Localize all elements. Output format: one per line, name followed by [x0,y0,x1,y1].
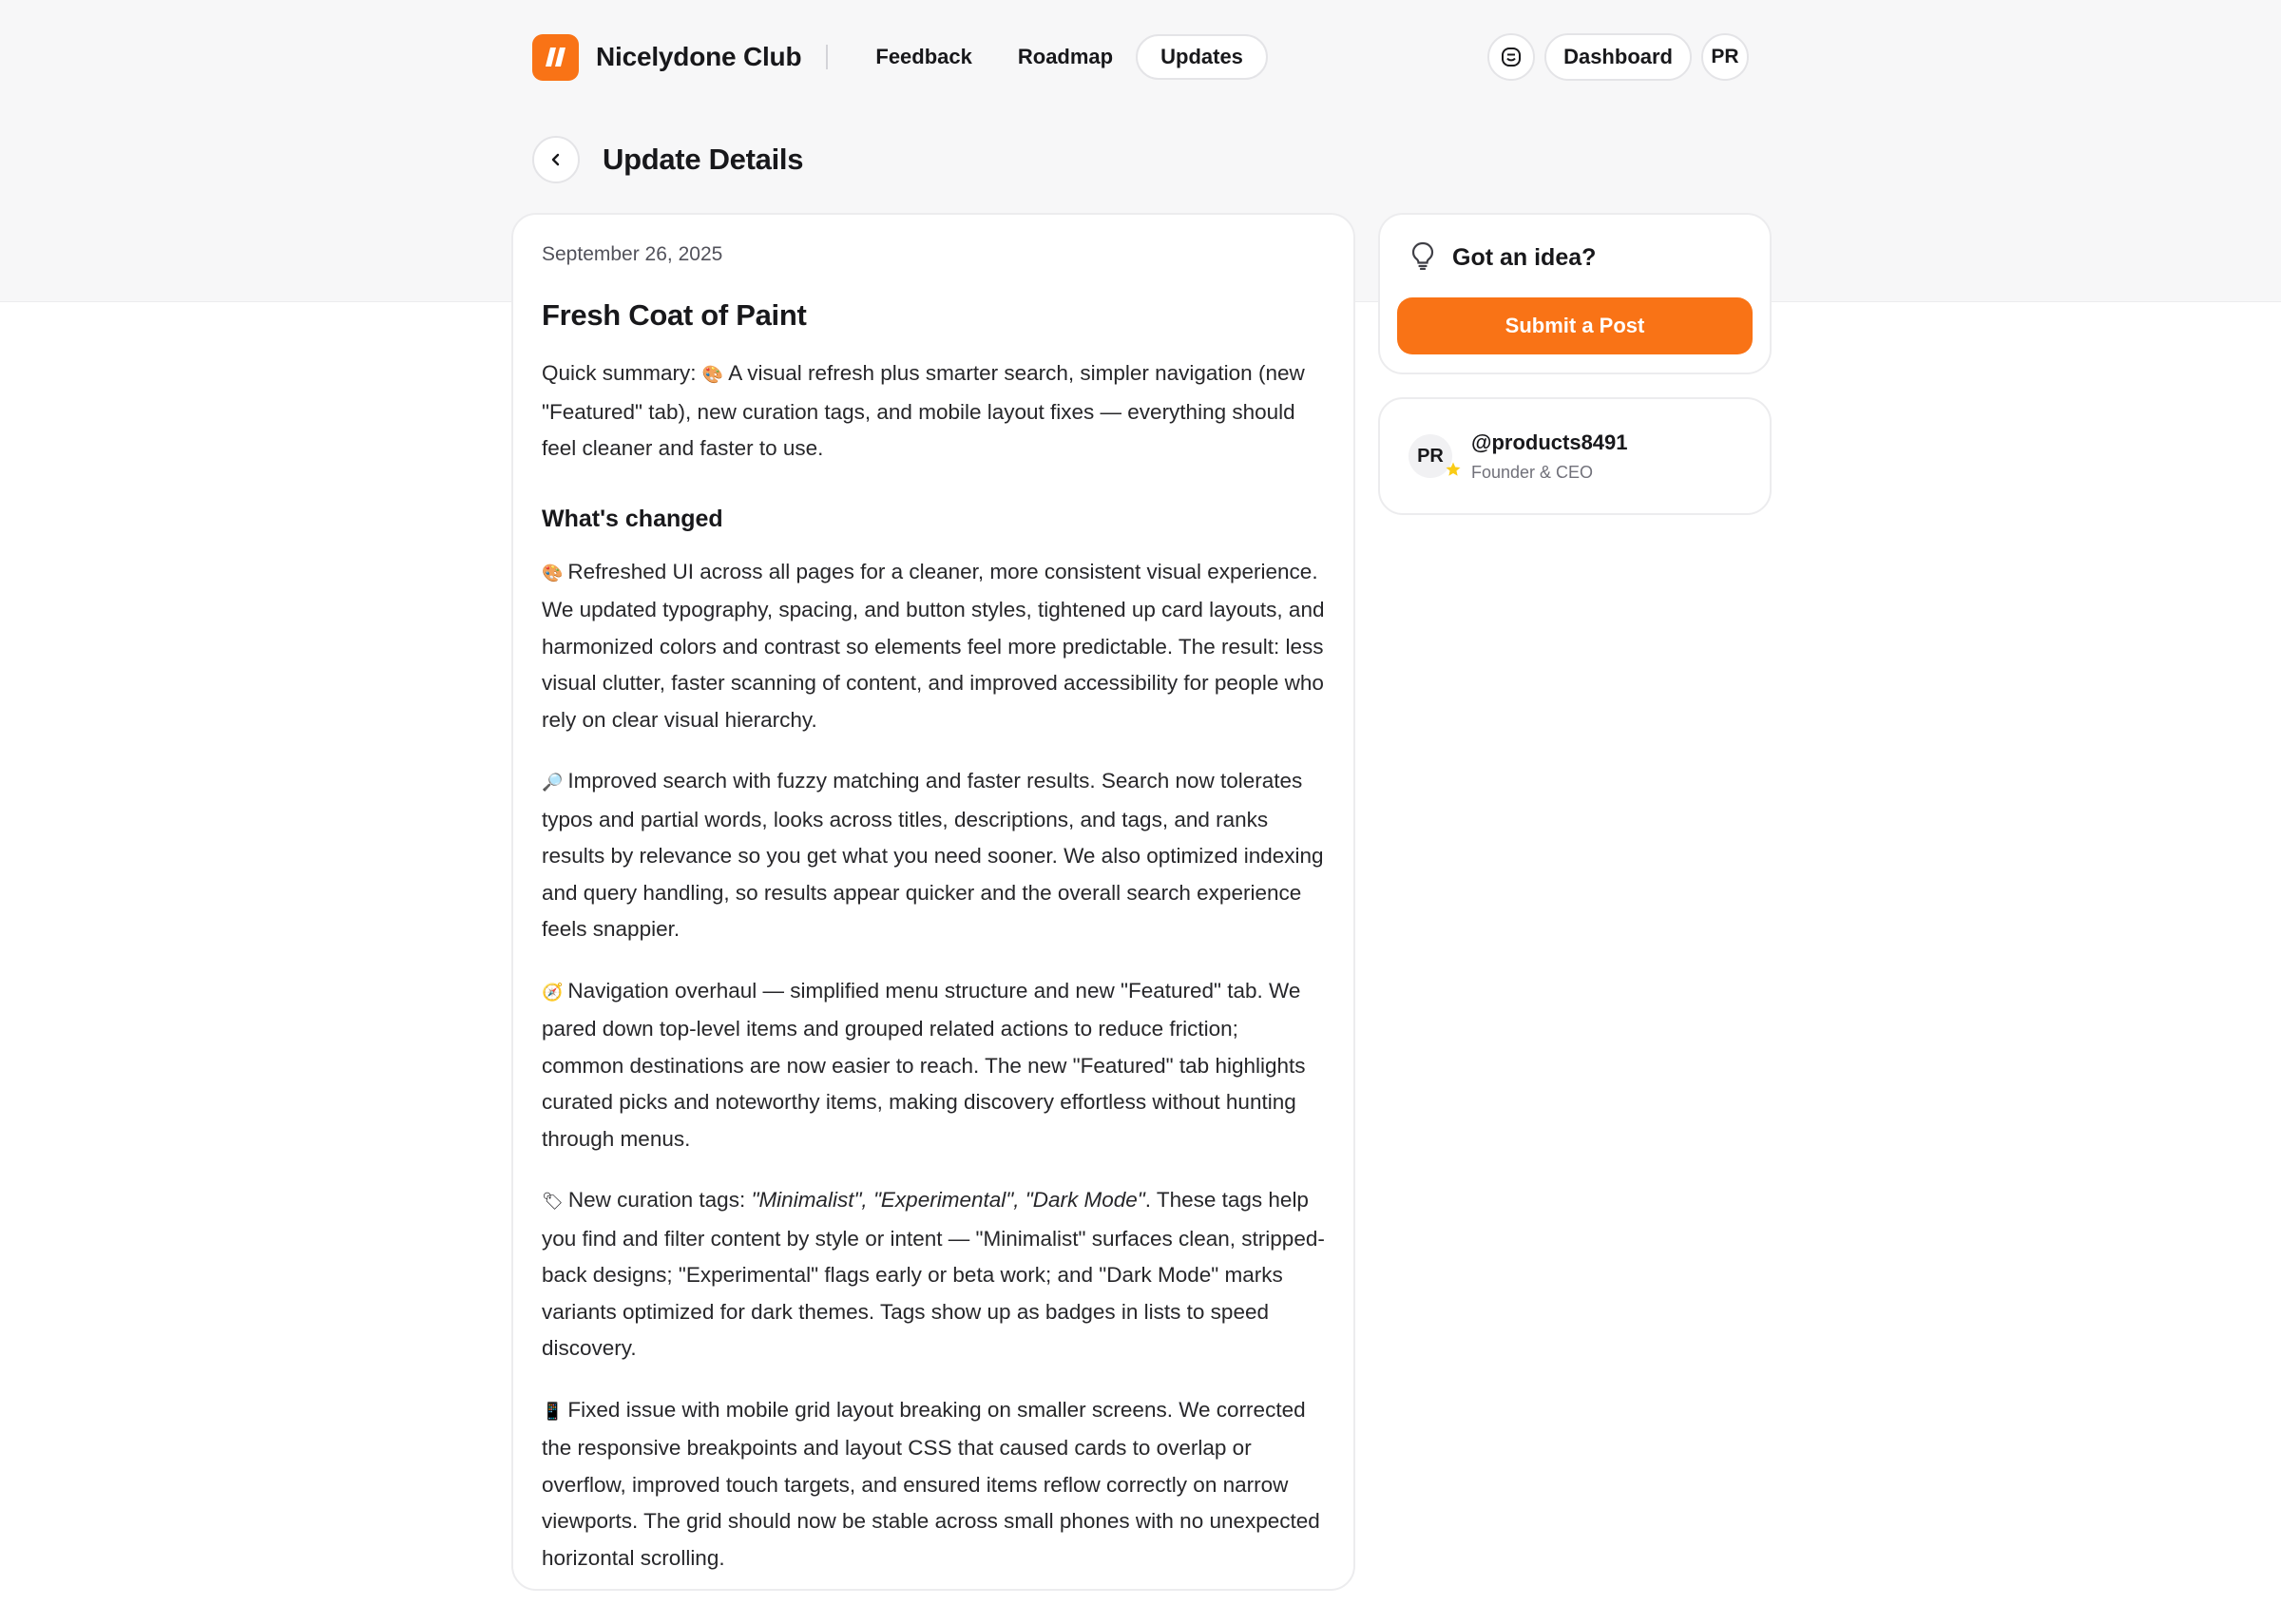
nicelydone-logo-icon[interactable] [532,34,579,81]
header-divider [826,45,828,69]
magnifier-icon: 🔎 [542,773,564,793]
mobile-phone-icon: 📱 [542,1401,564,1422]
compass-icon: 🧭 [542,982,564,1003]
lightbulb-icon [1410,241,1435,275]
nav-updates[interactable]: Updates [1136,34,1268,80]
change-text: Fixed issue with mobile grid layout breaking on smaller screens. We corrected the responsive breakpoints and layout CSS that caused cards to overlap or overflow, improved touch targets, and ensured items reflow correctly on narrow viewports. The grid should now be stable across small phones with no unexpected horizontal scrolling. [542,1397,1320,1570]
post-date: September 26, 2025 [542,243,723,265]
change-text-before: New curation tags: [567,1188,752,1212]
change-item-mobile [542,1392,1325,1577]
author-initials: PR [1417,445,1444,467]
idea-card [1378,213,1772,374]
page-title-row [532,136,803,183]
header-actions [1487,33,1749,81]
submit-post-button[interactable]: Submit a Post [1397,297,1753,354]
change-item-search [542,763,1325,948]
nav-roadmap[interactable]: Roadmap [1017,45,1114,68]
tag-list: "Minimalist", "Experimental", "Dark Mode" [751,1188,1145,1212]
author-role: Founder & CEO [1471,462,1594,482]
update-card [511,213,1355,1591]
dashboard-button[interactable]: Dashboard [1544,33,1692,81]
change-item-ui [542,554,1325,739]
post-summary [542,355,1325,468]
idea-header [1410,241,1753,275]
change-item-navigation [542,973,1325,1158]
brand-name[interactable]: Nicelydone Club [596,42,802,71]
post-title: Fresh Coat of Paint [542,298,807,332]
palette-icon: 🎨 [542,563,564,583]
section-heading: What's changed [542,505,723,532]
summary-label: Quick summary: [542,361,697,385]
nav-feedback[interactable]: Feedback [875,45,972,68]
star-icon [1445,461,1462,484]
main-nav [853,34,1268,80]
change-text: Navigation overhaul — simplified menu structure and new "Featured" tab. We pared down top-level items and grouped related actions to reduce friction; common destinations are now easier to reach. The new "Featured" tab highlights curated picks and noteworthy items, making discovery effortless without hunting through menus. [542,978,1306,1151]
tag-icon: 🏷 [542,1192,564,1212]
change-text: Refreshed UI across all pages for a cleaner, more consistent visual experience. We updated typography, spacing, and button styles, tightened up card layouts, and harmonized colors and contrast so elements feel more predictable. The result: less visual clutter, faster scanning of content, and improved accessibility for people who rely on clear visual hierarchy. [542,559,1325,732]
user-avatar[interactable]: PR [1701,33,1749,81]
page-title: Update Details [603,143,804,176]
author-avatar[interactable] [1409,434,1452,478]
idea-title: Got an idea? [1452,244,1597,271]
author-info [1471,430,1628,483]
summary-text: A visual refresh plus smarter search, simpler navigation (new "Featured" tab), new curation tags, and mobile layout fixes — everything should feel cleaner and faster to use. [542,361,1305,460]
top-header [532,32,1749,82]
chat-icon[interactable] [1487,33,1535,81]
author-handle[interactable]: @products8491 [1471,430,1628,454]
author-card[interactable] [1378,397,1772,515]
change-text: Improved search with fuzzy matching and faster results. Search now tolerates typos and partial words, looks across titles, descriptions, and tags, and ranks results by relevance so you get what you need sooner. We also optimized indexing and query handling, so results appear quicker and the overall search experience feels snappier. [542,769,1324,941]
chevron-left-icon[interactable] [532,136,580,183]
change-item-tags [542,1182,1325,1367]
change-text-after: . These tags help you find and filter content by style or intent — "Minimalist" surfaces clean, stripped-back designs; "Experimental" flags early or beta work; and "Dark Mode" marks variants optimized for dark themes. Tags show up as badges in lists to speed discovery. [542,1188,1325,1360]
palette-icon: 🎨 [701,365,724,385]
